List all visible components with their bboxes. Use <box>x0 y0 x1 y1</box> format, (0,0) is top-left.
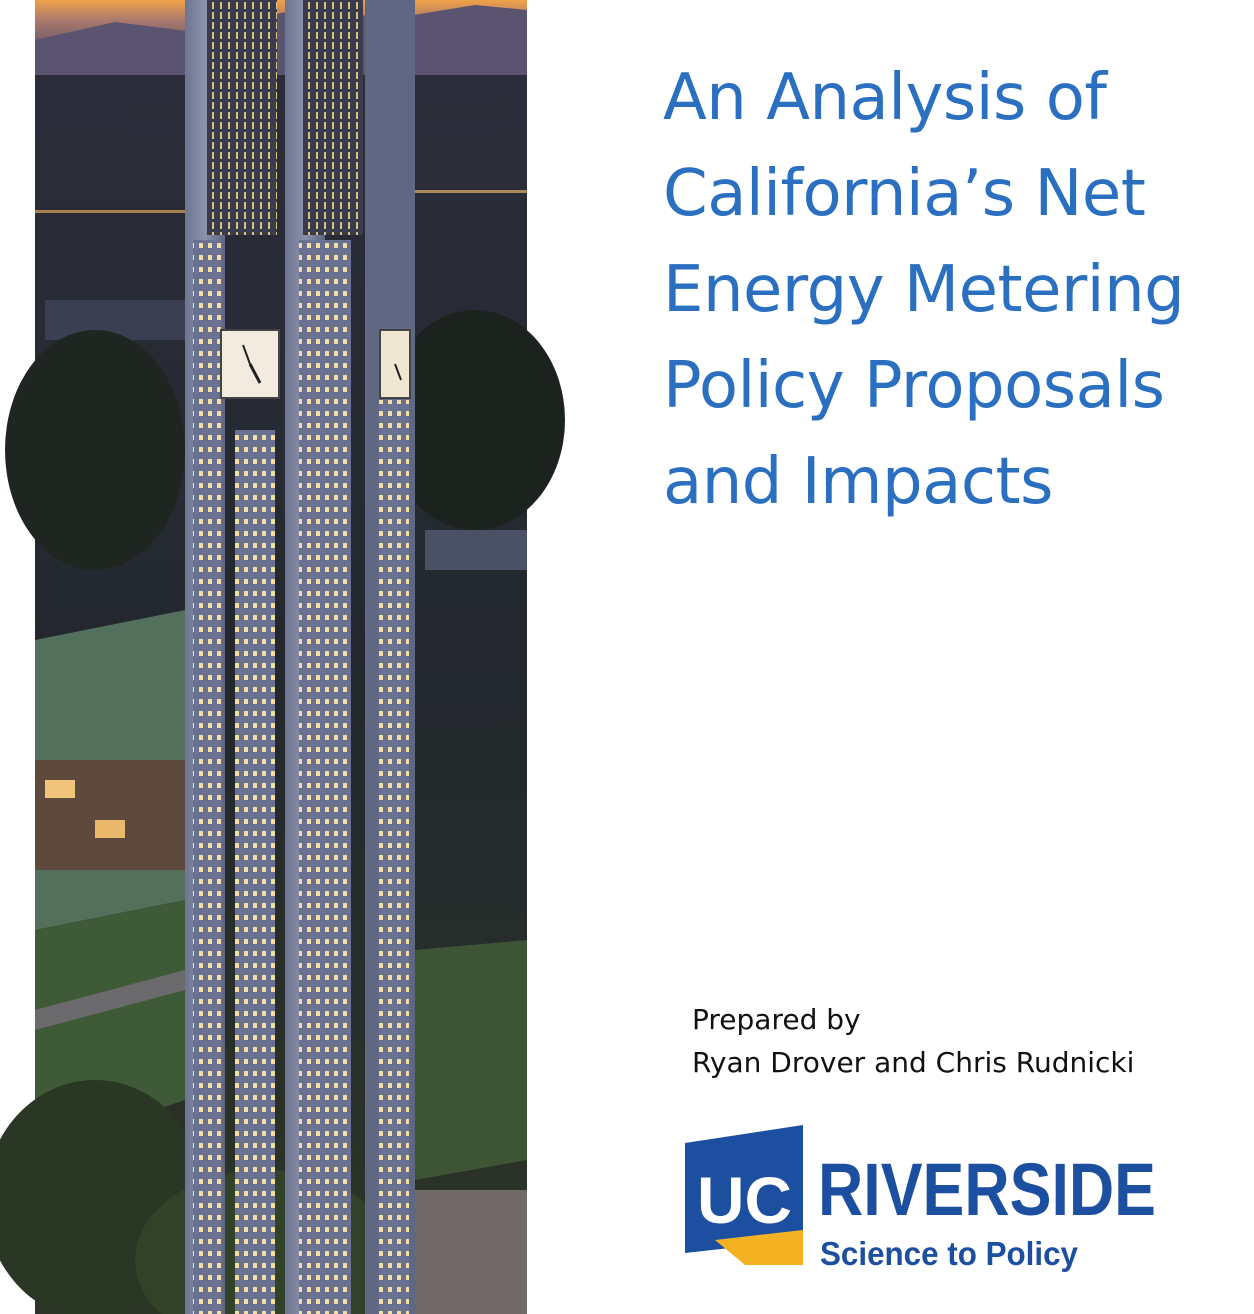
report-title-line: Policy Proposals <box>663 349 1165 423</box>
cover-photo <box>35 0 527 1314</box>
report-title-line: and Impacts <box>663 445 1053 519</box>
authors: Ryan Drover and Chris Rudnicki <box>692 1046 1135 1079</box>
prepared-by-block <box>692 998 1212 1084</box>
report-title-line: California’s Net <box>663 157 1146 231</box>
prepared-by-label: Prepared by <box>692 1003 861 1036</box>
report-title-line: Energy Metering <box>663 253 1185 327</box>
report-title <box>663 50 1243 530</box>
uc-letters: UC <box>697 1163 792 1237</box>
report-title-line: An Analysis of <box>663 61 1107 135</box>
riverside-wordmark: RIVERSIDE <box>818 1148 1156 1231</box>
logo-tagline: Science to Policy <box>820 1235 1079 1272</box>
uc-riverside-logo <box>685 1125 1165 1285</box>
